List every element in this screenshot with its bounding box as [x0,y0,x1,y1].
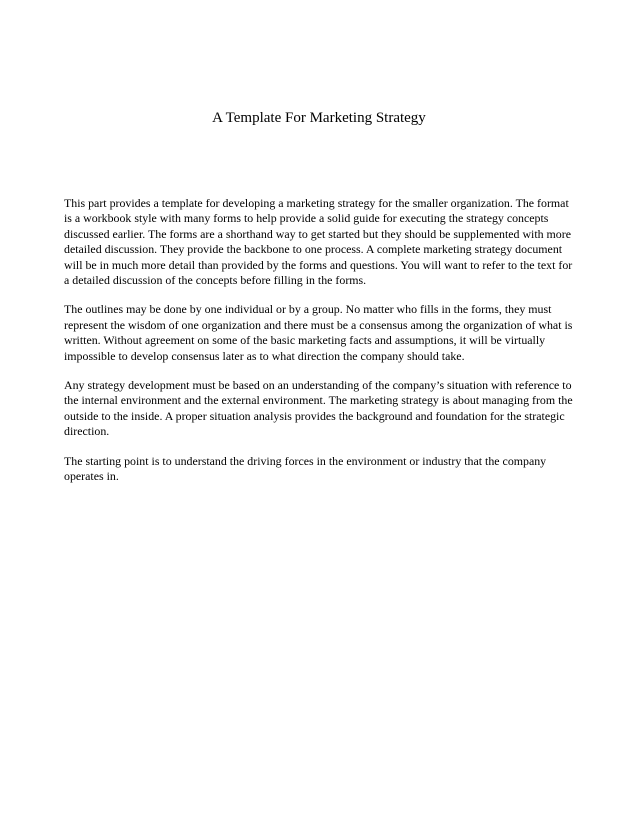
paragraph-starting-point: The starting point is to understand the driving forces in the environment or industry that the company operates in. [64,453,547,484]
page-title: A Template For Marketing Strategy [212,110,426,126]
paragraph-situation: Any strategy development must be based on an understanding of the company’s situation with reference to the internal environment and the external environment. The marketing strategy is about managing from the outside to the inside. A proper situation analysis provides the background and foundation for the strategic direction. [64,378,573,439]
body-text [64,196,576,499]
paragraph-outlines: The outlines may be done by one individual or by a group. No matter who fills in the forms, they must represent the wisdom of one organization and there must be a consensus among the organization of what is written. Without agreement on some of the basic marketing facts and assumptions, it will be virtually impossible to develop consensus later as to what direction the company should take. [64,302,573,363]
paragraph-intro: This part provides a template for developing a marketing strategy for the smaller organization. The format is a workbook style with many forms to help provide a solid guide for executing the strategy concepts discussed earlier. The forms are a shorthand way to get started but they should be supplemented with more detailed discussion. They provide the backbone to one process. A complete marketing strategy document will be in much more detail than provided by the forms and questions. You will want to refer to the text for a detailed discussion of the concepts before filling in the forms. [64,196,573,288]
